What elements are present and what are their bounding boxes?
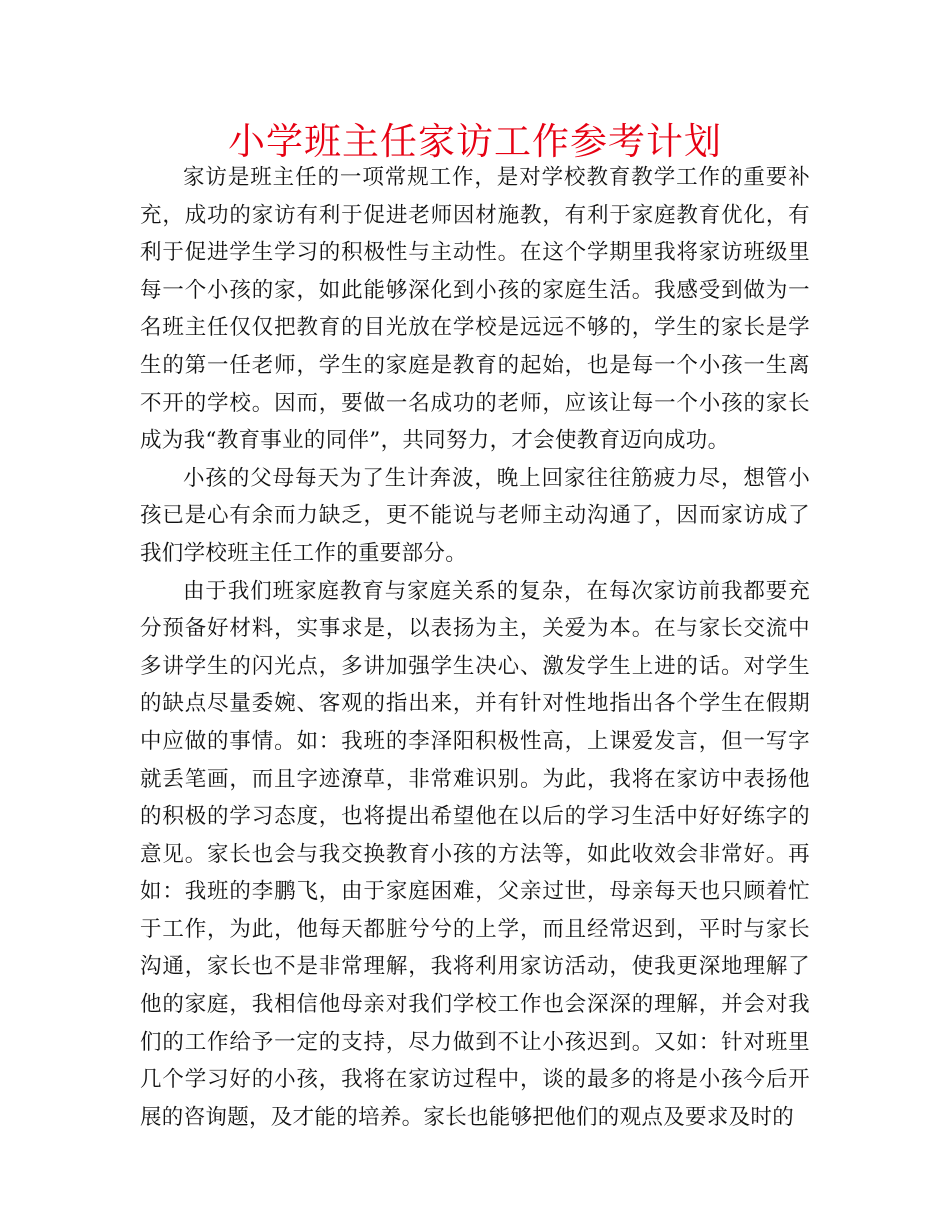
- paragraph-2: 小孩的父母每天为了生计奔波，晚上回家往往筋疲力尽，想管小孩已是心有余而力缺乏，更不能说与老师主动沟通了，因而家访成了我们学校班主任工作的重要部分。: [140, 465, 810, 566]
- document-body: [140, 159, 810, 1136]
- paragraph-3: 由于我们班家庭教育与家庭关系的复杂，在每次家访前我都要充分预备好材料，实事求是，以表扬为主，关爱为本。在与家长交流中多讲学生的闪光点，多讲加强学生决心、激发学生上进的话。对学生的缺点尽量委婉、客观的指出来，并有针对性地指出各个学生在假期中应做的事情。如：我班的李泽阳积极性高，上课爱发言，但一写字就丢笔画，而且字迹潦草，非常难识别。为此，我将在家访中表扬他的积极的学习态度，也将提出希望他在以后的学习生活中好好练字的意见。家长也会与我交换教育小孩的方法等，如此收效会非常好。再如：我班的李鹏飞，由于家庭困难，父亲过世，母亲每天也只顾着忙于工作，为此，他每天都脏兮兮的上学，而且经常迟到，平时与家长沟通，家长也不是非常理解，我将利用家访活动，使我更深地理解了他的家庭，我相信他母亲对我们学校工作也会深深的理解，并会对我们的工作给予一定的支持，尽力做到不让小孩迟到。又如：针对班里几个学习好的小孩，我将在家访过程中，谈的最多的将是小孩今后开展的咨询题，及才能的培养。家长也能够把他们的观点及要求及时的: [140, 578, 810, 1130]
- document-title: 小学班主任家访工作参考计划: [228, 120, 722, 163]
- paragraph-1: 家访是班主任的一项常规工作，是对学校教育教学工作的重要补充，成功的家访有利于促进老师因材施教，有利于家庭教育优化，有利于促进学生学习的积极性与主动性。在这个学期里我将家访班级里每一个小孩的家，如此能够深化到小孩的家庭生活。我感受到做为一名班主任仅仅把教育的目光放在学校是远远不够的，学生的家长是学生的第一任老师，学生的家庭是教育的起始，也是每一个小孩一生离不开的学校。因而，要做一名成功的老师，应该让每一个小孩的家长成为我“教育事业的同伴”，共同努力，才会使教育迈向成功。: [140, 165, 810, 454]
